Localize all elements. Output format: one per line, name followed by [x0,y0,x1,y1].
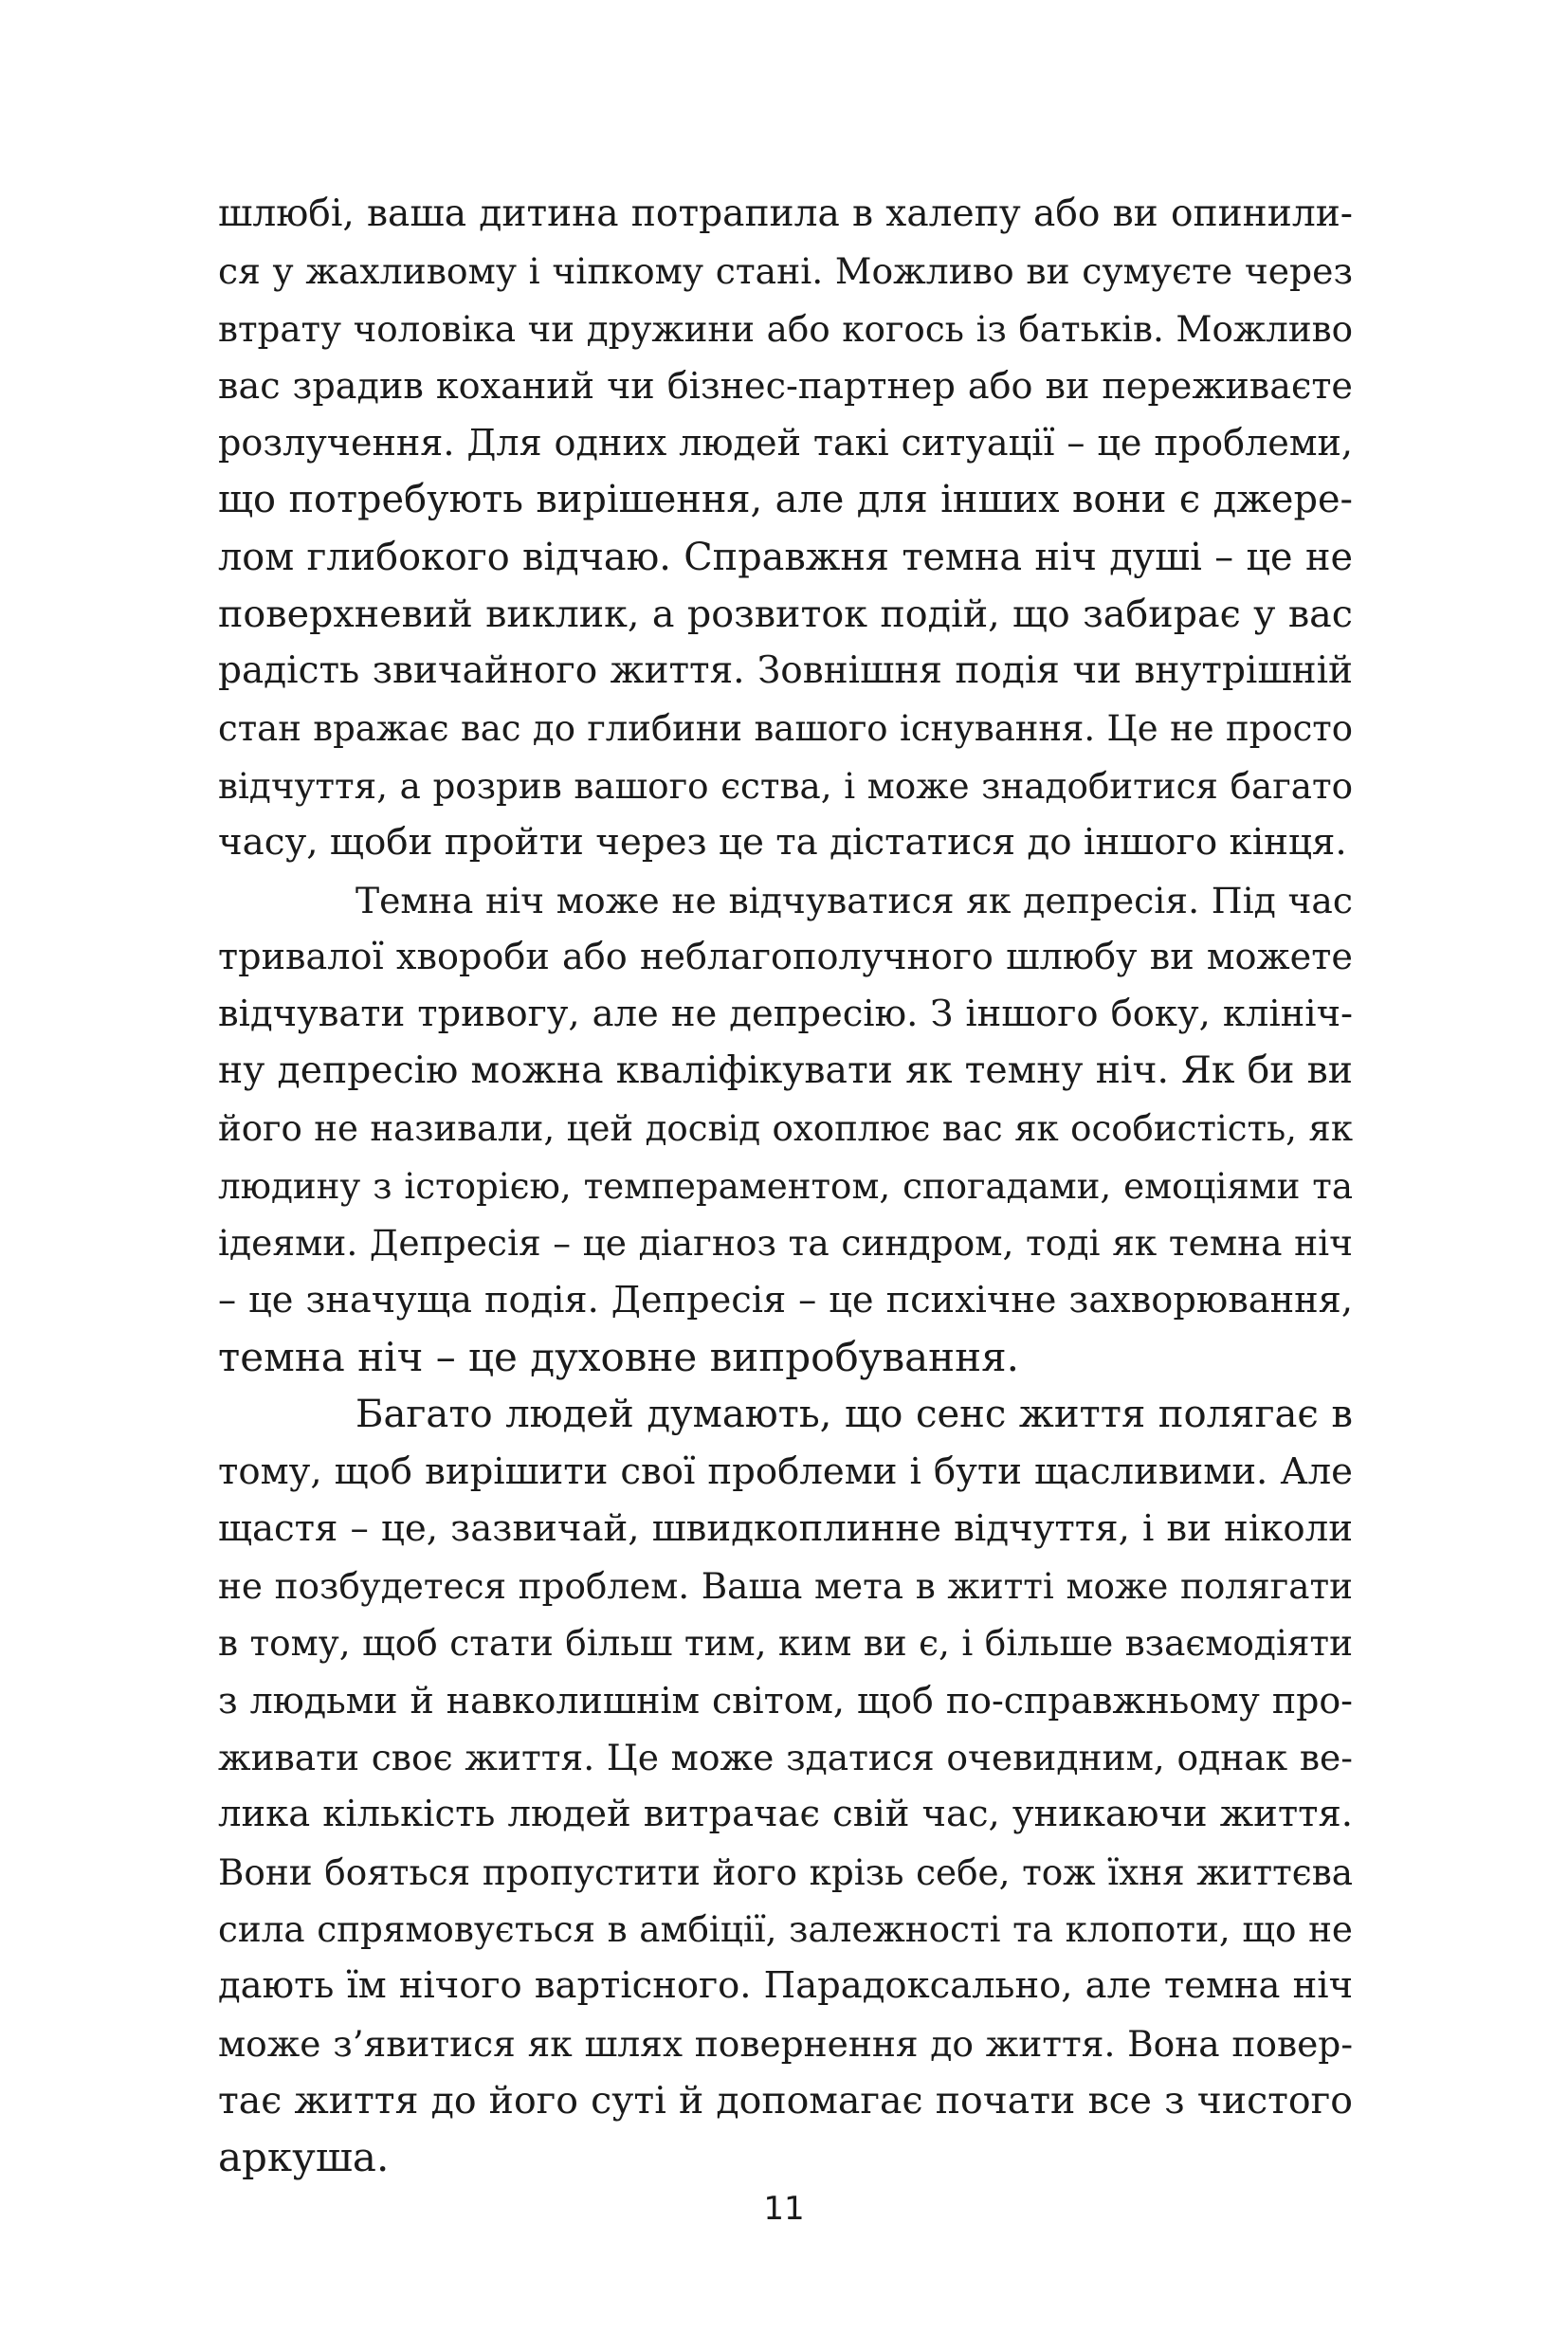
text-line: розлучення. Для одних людей такі ситуації – це проблеми, [218,422,1353,465]
text-line: може з’явитися як шлях повернення до життя. Вона повер- [218,2022,1353,2065]
text-line: вас зрадив коханий чи бізнес-партнер або ви переживаєте [218,364,1353,407]
text-line: тривалої хвороби або неблагополучного шлюбу ви можете [218,936,1353,978]
text-line: відчуття, а розрив вашого єства, і може знадобитися багато [218,764,1353,807]
text-line: з людьми й навколишнім світом, щоб по-справжньому про- [218,1679,1353,1722]
text-line: Вони бояться пропустити його крізь себе, тож їхня життєва [218,1850,1353,1893]
text-line: щастя – це, зазвичай, швидкоплинне відчуття, і ви ніколи [218,1506,1353,1550]
paragraph-first-line: Багато людей думають, що сенс життя полягає в [356,1393,1353,1437]
text-line: поверхневий виклик, а розвиток подій, що забирає у вас [218,592,1353,637]
text-line: людину з історією, темпераментом, спогадами, емоціями та [218,1165,1353,1208]
text-line: ся у жахливому і чіпкому стані. Можливо ви сумуєте через [218,250,1353,293]
text-line: – це значуща подія. Депресія – це психічне захворювання, [218,1278,1353,1321]
text-line: що потребують вирішення, але для інших вони є джере- [218,478,1353,522]
text-line: аркуша. [218,2134,390,2181]
text-line: втрату чоловіка чи дружини або когось із батьків. Можливо [218,307,1353,350]
page-number: 11 [763,2190,805,2228]
paragraph-first-line: Темна ніч може не відчуватися як депресія. Під час [356,879,1353,921]
text-line: дають їм нічого вартісного. Парадоксально, але темна ніч [218,1964,1353,2008]
text-line: відчувати тривогу, але не депресію. З іншого боку, клініч- [218,993,1353,1036]
text-line: сила спрямовується в амбіції, залежності та клопоти, що не [218,1907,1353,1950]
text-line: радість звичайного життя. Зовнішня подія чи внутрішній [218,649,1353,693]
text-line: ну депресію можна кваліфікувати як темну ніч. Як би ви [218,1049,1353,1093]
text-line: часу, щоби пройти через це та дістатися до іншого кінця. [218,821,1347,865]
body-text [218,186,1353,2186]
text-line: стан вражає вас до глибини вашого існування. Це не просто [218,707,1353,749]
text-line: лом глибокого відчаю. Справжня темна ніч душі – це не [218,535,1353,579]
text-line: живати своє життя. Це може здатися очевидним, однак ве- [218,1737,1353,1779]
text-line: тає життя до його суті й допомагає почати все з чистого [218,2078,1353,2123]
text-line: лика кількість людей витрачає свій час, уникаючи життя. [218,1793,1353,1836]
text-line: тому, щоб вирішити свої проблеми і бути щасливими. Але [218,1449,1353,1493]
text-line: темна ніч – це духовне випробування. [218,1333,1019,1380]
text-line: не позбудетеся проблем. Ваша мета в житті може полягати [218,1565,1353,1608]
text-line: ідеями. Депресія – це діагноз та синдром, тоді як темна ніч [218,1222,1353,1265]
text-line: його не називали, цей досвід охоплює вас як особистість, як [218,1107,1353,1149]
text-line: шлюбі, ваша дитина потрапила в халепу або ви опинили- [218,192,1353,235]
text-line: в тому, щоб стати більш тим, ким ви є, і більше взаємодіяти [218,1622,1353,1665]
